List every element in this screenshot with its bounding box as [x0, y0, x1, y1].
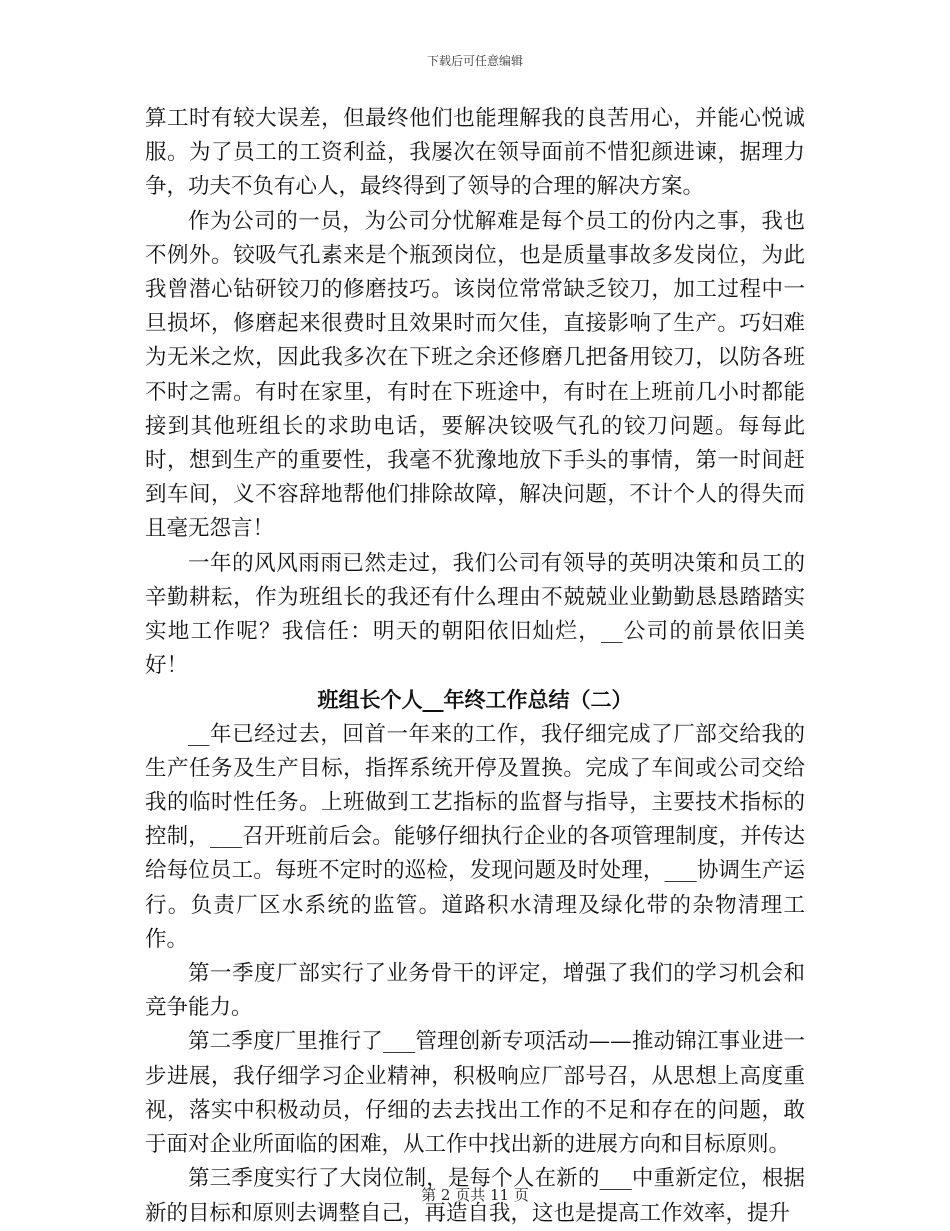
- section-heading: 班组长个人__年终工作总结（二）: [317, 688, 633, 713]
- page-footer: 第 2 页共 11 页: [421, 1186, 529, 1204]
- paragraph: 第二季度厂里推行了___管理创新专项活动——推动锦江事业进一步进展，我仔细学习企业精神，积极响应厂部号召，从思想上高度重视，落实中积极动员，仔细的去去找出工作的不足和存在的问题，敢于面对企业所面临的困难，从工作中找出新的进展方向和目标原则。: [145, 1029, 805, 1158]
- paragraph: 一年的风风雨雨已然走过，我们公司有领导的英明决策和员工的辛勤耕耘，作为班组长的我还有什么理由不兢兢业业勤勤恳恳踏踏实实地工作呢？我信任：明天的朝阳依旧灿烂，__公司的前景依旧美好！: [145, 550, 805, 679]
- paragraph: 第一季度厂部实行了业务骨干的评定，增强了我们的学习机会和竞争能力。: [145, 961, 805, 1021]
- paragraph: 第三季度实行了大岗位制，是每个人在新的___中重新定位，根据新的目标和原则去调整自己，再造自我，这也是提高工作效率，提升: [145, 1166, 805, 1226]
- document-body: [145, 102, 805, 1231]
- paragraph: 作为公司的一员，为公司分忧解难是每个员工的份内之事，我也不例外。铰吸气孔素来是个瓶颈岗位，也是质量事故多发岗位，为此我曾潜心钻研铰刀的修磨技巧。该岗位常常缺乏铰刀，加工过程中一旦损坏，修磨起来很费时且效果时而欠佳，直接影响了生产。巧妇难为无米之炊，因此我多次在下班之余还修磨几把备用铰刀，以防各班不时之需。有时在家里，有时在下班途中，有时在上班前几小时都能接到其他班组长的求助电话，要解决铰吸气孔的铰刀问题。每每此时，想到生产的重要性，我毫不犹豫地放下手头的事情，第一时间赶到车间，义不容辞地帮他们排除故障，解决问题，不计个人的得失而且毫无怨言！: [145, 208, 805, 542]
- page-header: 下载后可任意编辑: [426, 54, 523, 68]
- paragraph: __年已经过去，回首一年来的工作，我仔细完成了厂部交给我的生产任务及生产目标，指挥系统开停及置换。完成了车间或公司交给我的临时性任务。上班做到工艺指标的监督与指导，主要技术指标的控制，___召开班前后会。能够仔细执行企业的各项管理制度，并传达给每位员工。每班不定时的巡检，发现问题及时处理，___协调生产运行。负责厂区水系统的监管。道路积水清理及绿化带的杂物清理工作。: [145, 721, 805, 952]
- paragraph: 算工时有较大误差，但最终他们也能理解我的良苦用心，并能心悦诚服。为了员工的工资利益，我屡次在领导面前不惜犯颜进谏，据理力争，功夫不负有心人，最终得到了领导的合理的解决方案。: [145, 106, 805, 200]
